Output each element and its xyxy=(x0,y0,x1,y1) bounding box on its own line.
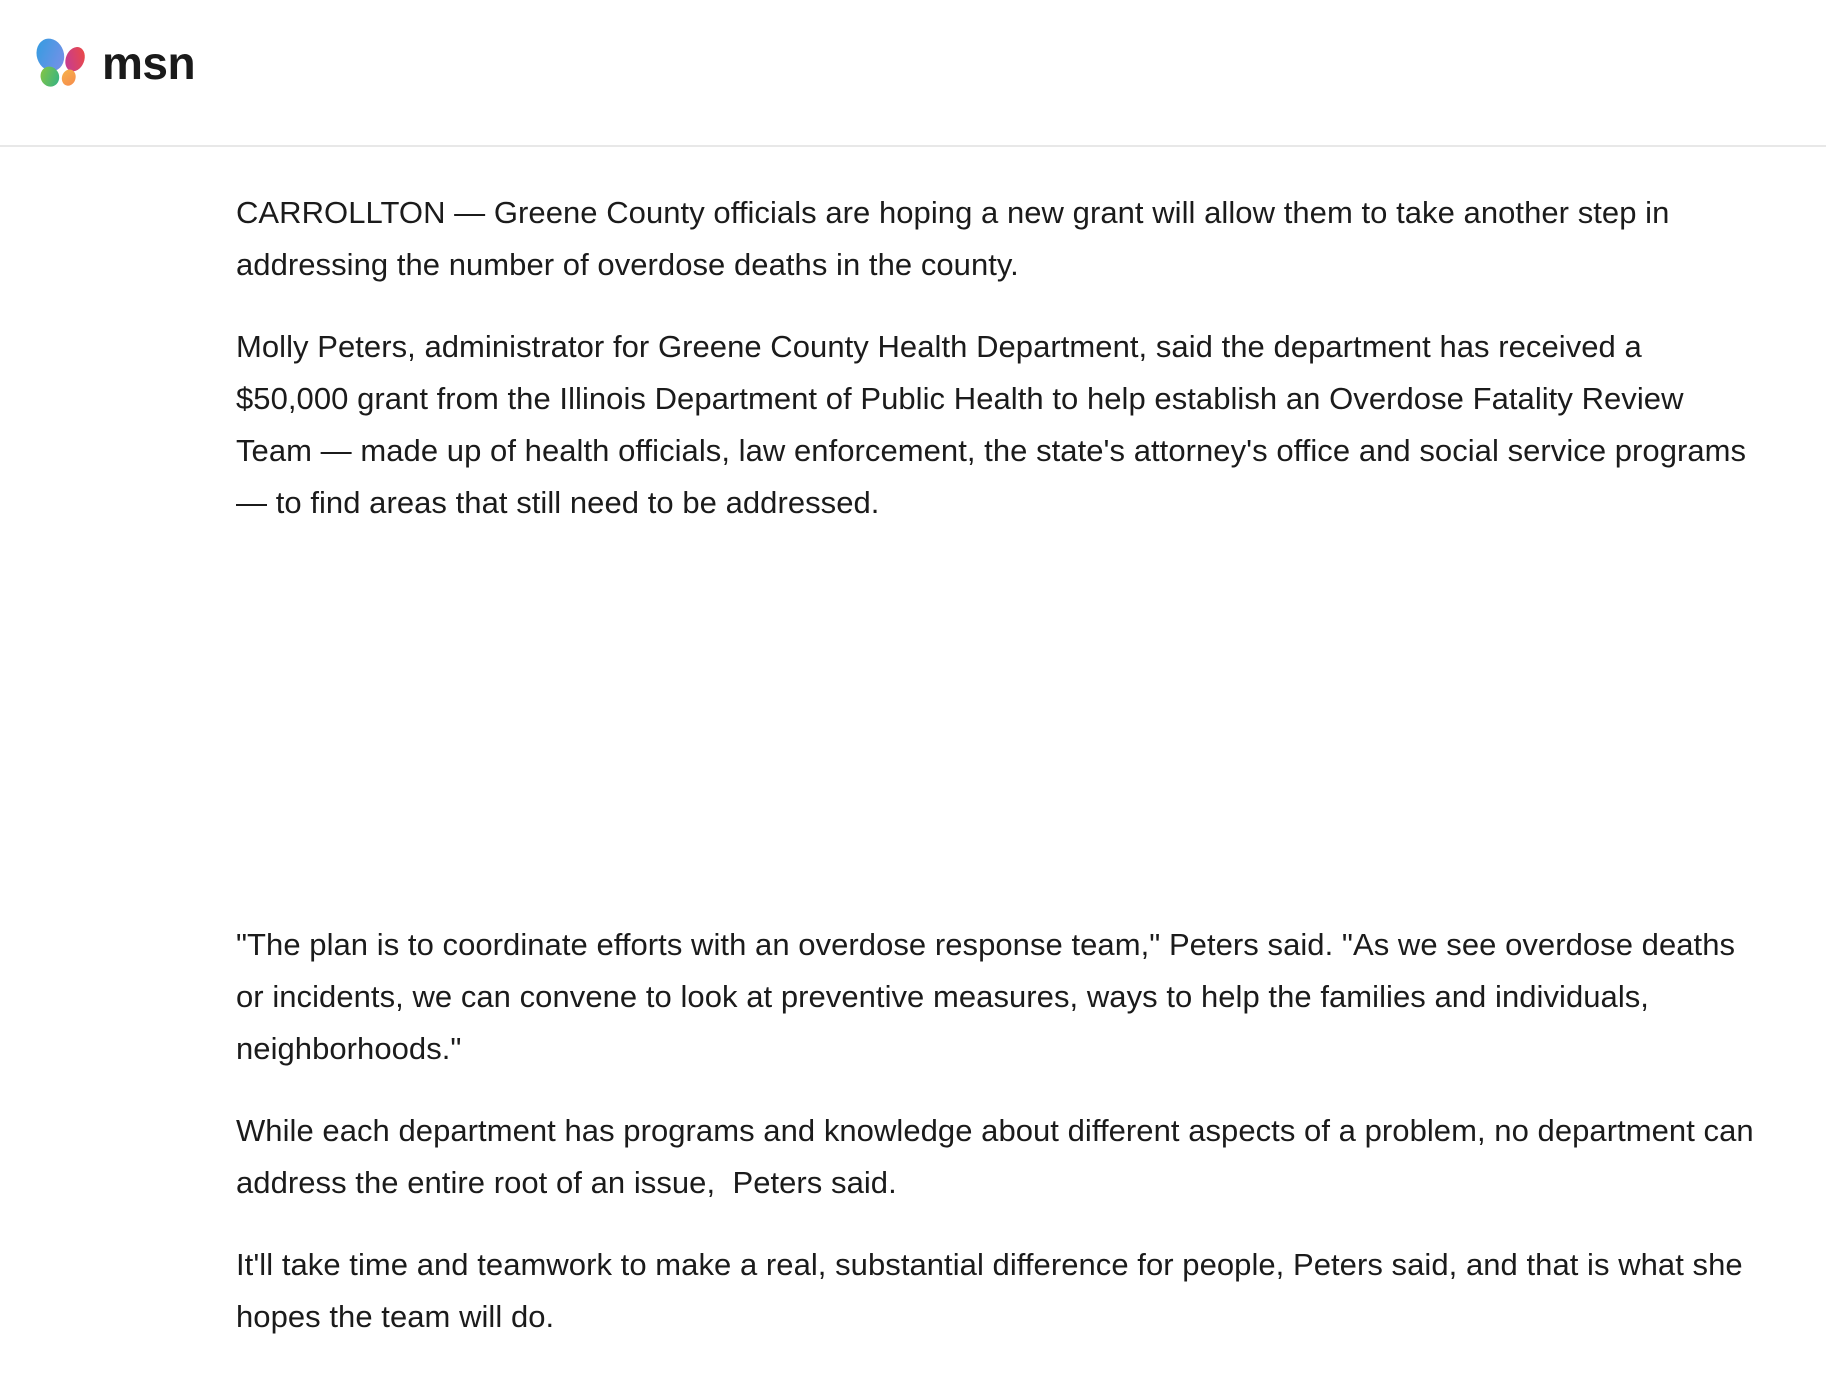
article-paragraph-5: It'll take time and teamwork to make a real, substantial difference for people, Peters said, and that is what she hopes the team will do. xyxy=(236,1247,1752,1334)
inline-ad-slot xyxy=(236,559,1486,919)
site-header xyxy=(0,0,1826,147)
article-paragraph-3: "The plan is to coordinate efforts with an overdose response team," Peters said. "As we see overdose deaths or incidents, we can convene to look at preventive measures, ways to help the families and individuals, neighborhoods." xyxy=(236,927,1744,1066)
msn-brand-link[interactable] xyxy=(30,34,195,96)
article-paragraph-2: Molly Peters, administrator for Greene County Health Department, said the department has received a $50,000 grant from the Illinois Department of Public Health to help establish an Overdose Fatality Review Team — made up of health officials, law enforcement, the state's attorney's office and social service programs — to find areas that still need to be addressed. xyxy=(236,329,1755,520)
msn-butterfly-logo-icon xyxy=(30,34,92,96)
msn-wordmark: msn xyxy=(102,37,196,89)
article-body xyxy=(0,147,1826,1343)
article-paragraph-4: While each department has programs and knowledge about different aspects of a problem, no department can address the entire root of an issue, Peters said. xyxy=(236,1113,1763,1200)
article-paragraph-1: CARROLLTON — Greene County officials are hoping a new grant will allow them to take another step in addressing the number of overdose deaths in the county. xyxy=(236,195,1679,282)
